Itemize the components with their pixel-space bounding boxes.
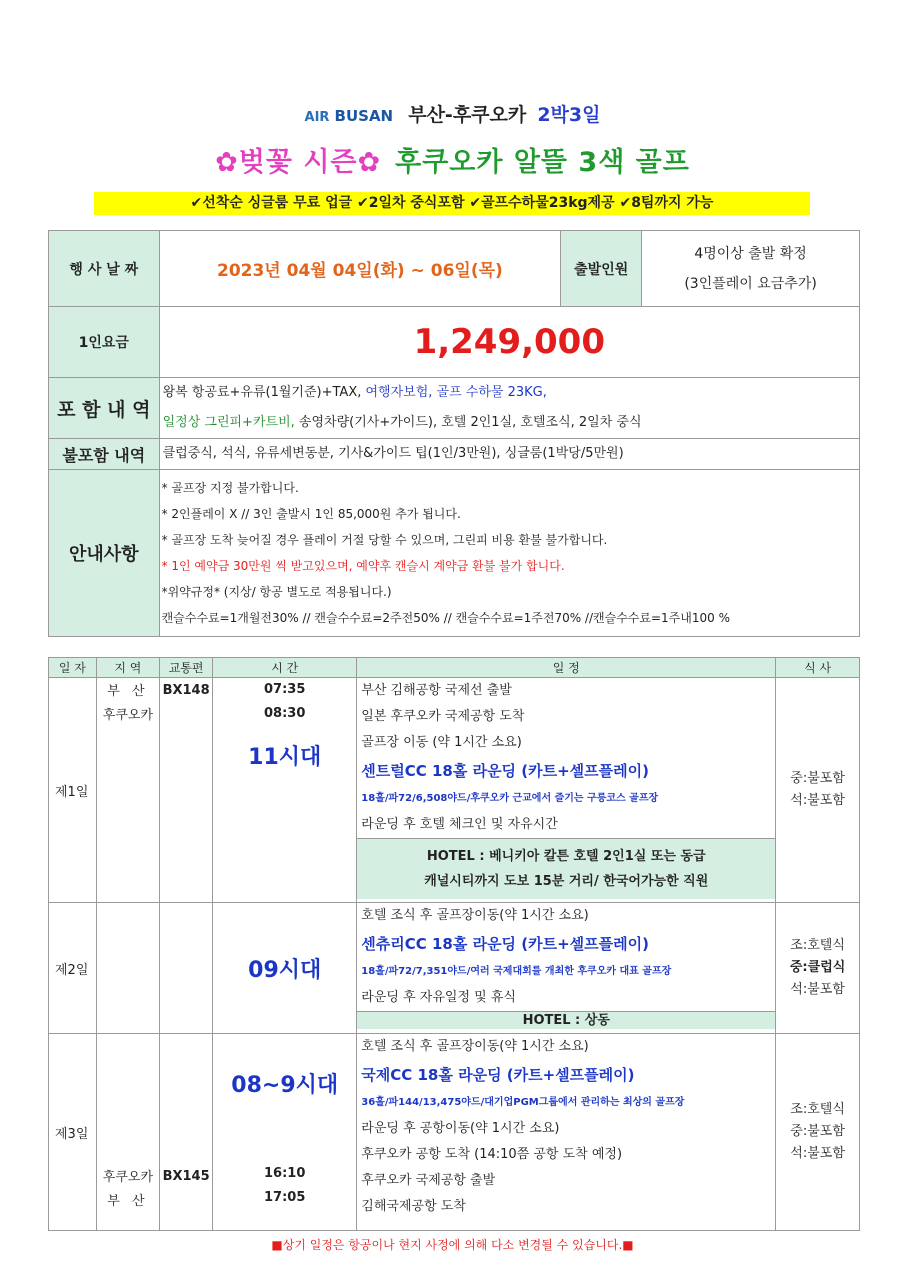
include-label: 포 함 내 역	[49, 378, 160, 439]
day1-golf-detail: 18홀/파72/6,508야드/후쿠오카 근교에서 즐기는 구릉코스 골프장	[361, 793, 659, 804]
note-item: *위약규정* (지상/ 항공 별도로 적용됩니다.)	[161, 585, 392, 599]
product-title: 후쿠오카 알뜰 3색 골프	[395, 147, 690, 178]
day3-meal	[776, 1034, 860, 1231]
day3-plan	[357, 1034, 776, 1231]
itinerary-table	[48, 657, 860, 1231]
note-item: 캔슬수수료=1개월전30% // 캔슬수수료=2주전50% // 캔슬수수료=1주전70% //캔슬수수료=1주내100 %	[161, 611, 730, 625]
day1-meal-dinner: 석:불포함	[790, 793, 845, 808]
day3-plan-line: 김해국제공항 도착	[361, 1199, 466, 1214]
day3-region-to: 부 산	[107, 1194, 149, 1209]
day3-golf-detail: 36홀/파144/13,475야드/대기업PGM그룹에서 관리하는 최상의 골프장	[361, 1097, 685, 1108]
include-line1-b: 여행자보험, 골프 수하물 23KG,	[365, 385, 547, 400]
day1-plan	[357, 678, 776, 903]
day1-label: 제1일	[49, 678, 97, 903]
price-label: 1인요금	[49, 307, 160, 378]
day1-region	[96, 678, 159, 903]
day2-time-tee: 09시대	[248, 957, 322, 983]
day1-plan-line: 부산 김해공항 국제선 출발	[361, 683, 512, 698]
airline-logo-busan: BUSAN	[334, 107, 394, 125]
day2-plan-line: 라운딩 후 자유일정 및 휴식	[361, 990, 516, 1005]
include-line1-a: 왕복 항공료+유류(1월기준)+TAX,	[162, 385, 362, 400]
day3-region-from: 후쿠오카	[102, 1170, 153, 1185]
day3-region	[96, 1034, 159, 1231]
day1-hotel-note: 캐널시티까지 도보 15분 거리/ 한국어가능한 직원	[424, 874, 709, 889]
day3-flight: BX145	[160, 1034, 213, 1231]
day2-label: 제2일	[49, 903, 97, 1034]
airline-logo-air: AIR	[304, 110, 330, 125]
day2-meal	[776, 903, 860, 1034]
col-header-meal: 식 사	[776, 658, 860, 678]
day3-meal-lunch: 중:불포함	[790, 1124, 845, 1139]
day3-time-arrive: 17:05	[264, 1190, 306, 1205]
day3-plan-line: 후쿠오카 공항 도착 (14:10쯤 공항 도착 예정)	[361, 1147, 623, 1162]
price-value: 1,249,000	[159, 307, 859, 378]
note-item: * 골프장 지정 불가합니다.	[161, 481, 299, 495]
day1-plan-line: 일본 후쿠오카 국제공항 도착	[361, 709, 525, 724]
col-header-transport: 교통편	[160, 658, 213, 678]
day3-meal-breakfast: 조:호텔식	[790, 1102, 845, 1117]
depart-line2: (3인플레이 요금추가)	[684, 275, 817, 292]
note-item: * 골프장 도착 늦어질 경우 플레이 거절 당할 수 있으며, 그린피 비용 환불 불가합니다.	[161, 533, 608, 547]
note-item-deposit: * 1인 예약금 30만원 씩 받고있으며, 예약후 캔슬시 계약금 환불 불가 합니다.	[161, 559, 565, 573]
highlights-banner: ✔선착순 싱글룸 무료 업글 ✔2일차 중식포함 ✔골프수하물23kg제공 ✔8팀까지 가능	[94, 192, 810, 215]
itinerary-header-row	[49, 658, 860, 678]
season-title: ✿벚꽃 시즌✿	[215, 147, 382, 178]
day2-meal-lunch: 중:클럽식	[789, 960, 846, 975]
day1-time-depart: 07:35	[264, 682, 306, 697]
col-header-time: 시 간	[213, 658, 357, 678]
day2-row	[49, 903, 860, 1034]
day1-hotel-name: HOTEL : 베니키아 칼튼 호텔 2인1실 또는 동급	[426, 849, 706, 864]
include-line2-a: 일정상 그린피+카트비,	[162, 415, 295, 430]
day2-hotel: HOTEL : 상동	[357, 1011, 775, 1029]
col-header-plan: 일 정	[357, 658, 776, 678]
date-label: 행 사 날 짜	[49, 231, 160, 307]
day1-time	[213, 678, 357, 903]
day1-region-to: 후쿠오카	[102, 708, 153, 723]
depart-value	[642, 231, 860, 307]
day3-plan-line: 라운딩 후 공항이동(약 1시간 소요)	[361, 1121, 560, 1136]
day2-time	[213, 903, 357, 1034]
day3-row	[49, 1034, 860, 1231]
package-title	[0, 140, 905, 179]
exclude-label: 불포함 내역	[49, 439, 160, 470]
day3-plan-line: 호텔 조식 후 골프장이동(약 1시간 소요)	[361, 1039, 589, 1054]
day2-golf-detail: 18홀/파72/7,351야드/여러 국제대회를 개최한 후쿠오카 대표 골프장	[361, 966, 672, 977]
day2-plan	[357, 903, 776, 1034]
include-value	[159, 378, 859, 439]
day1-flight: BX148	[160, 678, 213, 903]
day1-region-from: 부 산	[107, 684, 149, 699]
col-header-day: 일 자	[49, 658, 97, 678]
day3-meal-dinner: 석:불포함	[790, 1146, 845, 1161]
footer-notice: ■상기 일정은 항공이나 현지 사정에 의해 다소 변경될 수 있습니다.■	[271, 1238, 634, 1252]
day2-golf-course: 센츄리CC 18홀 라운딩 (카트+셀프플레이)	[361, 935, 649, 953]
day1-golf-course: 센트럴CC 18홀 라운딩 (카트+셀프플레이)	[361, 762, 649, 780]
note-item: * 2인플레이 X // 3인 출발시 1인 85,000원 추가 됩니다.	[161, 507, 461, 521]
day1-hotel	[357, 838, 775, 899]
day2-meal-dinner: 석:불포함	[790, 982, 845, 997]
include-line2-b: 송영차량(기사+가이드), 호텔 2인1실, 호텔조식, 2일차 중식	[298, 415, 642, 430]
info-table	[48, 230, 860, 637]
exclude-value: 클럽중식, 석식, 유류세변동분, 기사&가이드 팁(1인/3만원), 싱글룸(1박당/5만원)	[159, 439, 859, 470]
notes-list	[159, 470, 859, 637]
day2-region	[96, 903, 159, 1034]
day1-meal-lunch: 중:불포함	[790, 771, 845, 786]
header	[0, 100, 905, 127]
day3-golf-course: 국제CC 18홀 라운딩 (카트+셀프플레이)	[361, 1066, 635, 1084]
day3-time-tee: 08~9시대	[231, 1073, 339, 1098]
day1-meal	[776, 678, 860, 903]
day2-flight	[160, 903, 213, 1034]
day3-plan-line: 후쿠오카 국제공항 출발	[361, 1173, 496, 1188]
route-title: 부산-후쿠오카	[408, 104, 527, 126]
day2-meal-breakfast: 조:호텔식	[790, 938, 845, 953]
day1-plan-line: 골프장 이동 (약 1시간 소요)	[361, 735, 522, 750]
day1-row	[49, 678, 860, 903]
date-value: 2023년 04월 04일(화) ~ 06일(목)	[159, 231, 561, 307]
depart-line1: 4명이상 출발 확정	[694, 245, 807, 262]
day3-label: 제3일	[49, 1034, 97, 1231]
day3-time-depart: 16:10	[264, 1166, 306, 1181]
day1-time-tee: 11시대	[248, 745, 322, 770]
notes-label: 안내사항	[49, 470, 160, 637]
day1-time-arrive: 08:30	[264, 706, 306, 721]
col-header-region: 지 역	[96, 658, 159, 678]
nights-label: 2박3일	[537, 104, 601, 126]
day2-plan-line: 호텔 조식 후 골프장이동(약 1시간 소요)	[361, 908, 589, 923]
depart-label: 출발인원	[561, 231, 642, 307]
day3-time	[213, 1034, 357, 1231]
day1-plan-line: 라운딩 후 호텔 체크인 및 자유시간	[361, 817, 558, 832]
